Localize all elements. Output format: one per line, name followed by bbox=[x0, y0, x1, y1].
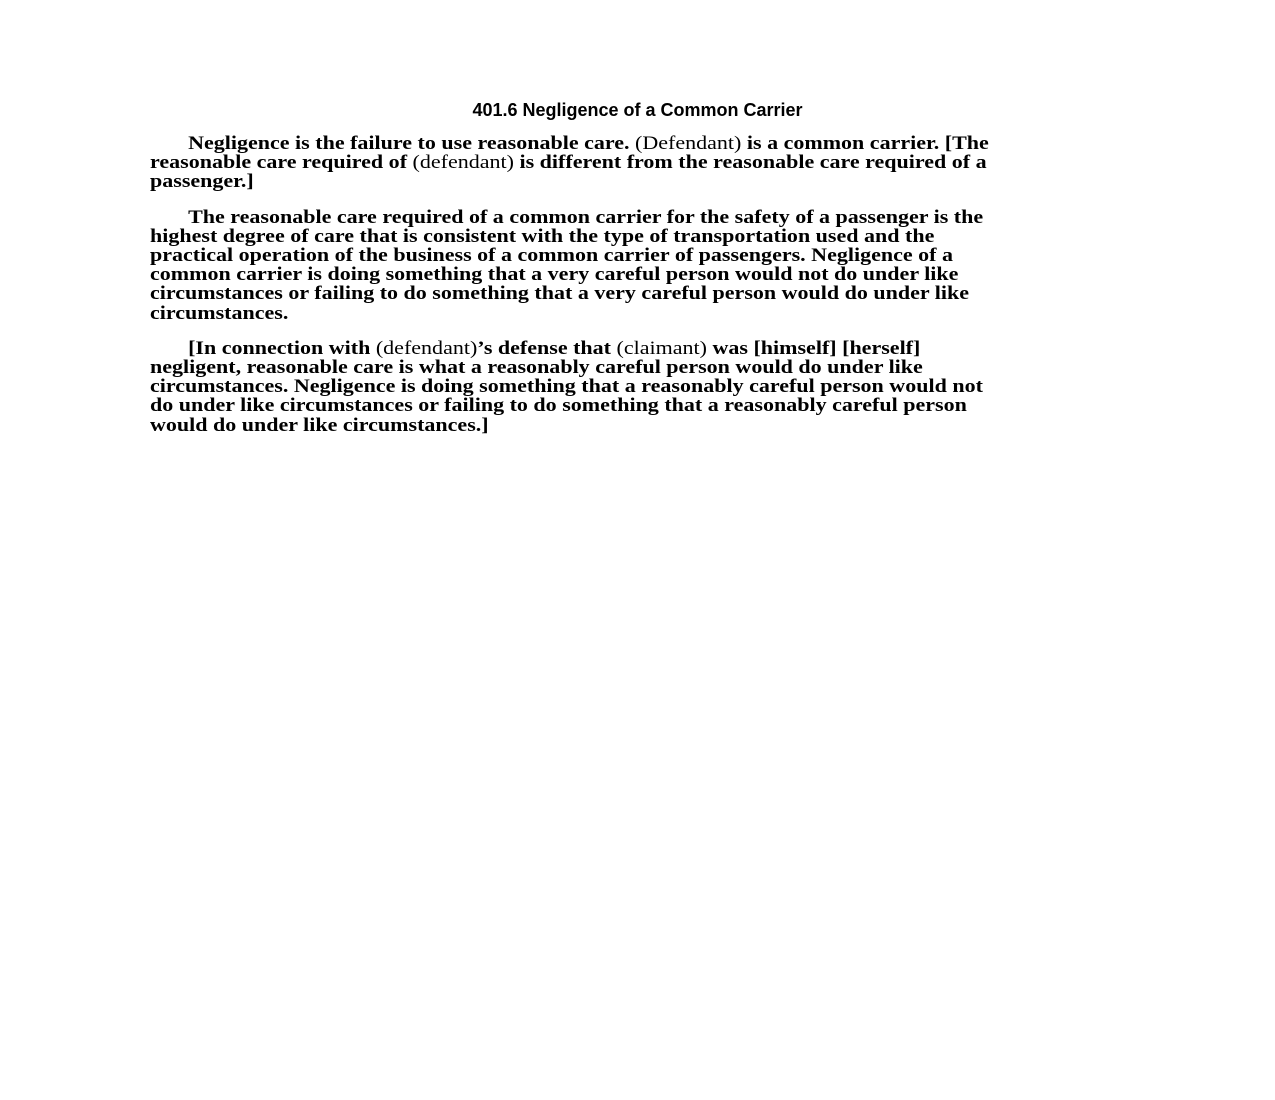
document-body bbox=[150, 135, 1102, 452]
text-line bbox=[150, 359, 1102, 378]
bold-text: do under like circumstances or failing to do something that a reasonably careful person bbox=[150, 396, 967, 417]
text-line bbox=[150, 228, 1102, 247]
bold-text: was [himself] [herself] bbox=[706, 338, 921, 359]
paragraph-2 bbox=[150, 209, 1102, 324]
text-line bbox=[150, 378, 1102, 397]
text-line bbox=[150, 135, 1102, 154]
bold-text: circumstances or failing to do something that a very careful person would do under like bbox=[150, 284, 970, 305]
text-line bbox=[150, 173, 1102, 192]
text-line bbox=[150, 266, 1102, 285]
placeholder-text: (defendant) bbox=[375, 338, 478, 359]
bold-text: passenger.] bbox=[150, 172, 254, 193]
placeholder-text: (claimant) bbox=[616, 338, 707, 359]
text-line bbox=[150, 305, 1102, 324]
placeholder-text: (Defendant) bbox=[635, 134, 742, 154]
text-line bbox=[150, 417, 1102, 436]
paragraph-3 bbox=[150, 340, 1102, 436]
bold-text: ’s defense that bbox=[477, 338, 617, 359]
bold-text: highest degree of care that is consistent with the type of transportation used and the bbox=[150, 226, 935, 247]
bold-text: negligent, reasonable care is what a reasonably careful person would do under like bbox=[150, 358, 923, 379]
placeholder-text: (defendant) bbox=[412, 153, 514, 174]
text-line bbox=[150, 340, 1102, 359]
bold-text: would do under like circumstances.] bbox=[150, 415, 489, 436]
bold-text: The reasonable care required of a common carrier for the safety of a passenger is the bbox=[188, 207, 984, 228]
bold-text: Negligence is the failure to use reasonable care. bbox=[188, 134, 636, 154]
paragraph-1 bbox=[150, 135, 1102, 193]
bold-text: circumstances. bbox=[150, 303, 289, 324]
bold-text: reasonable care required of bbox=[150, 153, 413, 174]
text-line bbox=[150, 397, 1102, 416]
text-line bbox=[150, 247, 1102, 266]
bold-text: circumstances. Negligence is doing something that a reasonably careful person would not bbox=[150, 377, 983, 398]
bold-text: common carrier is doing something that a very careful person would not do under like bbox=[150, 265, 959, 286]
text-line bbox=[150, 154, 1102, 173]
text-line bbox=[150, 285, 1102, 304]
document-title: 401.6 Negligence of a Common Carrier bbox=[472, 100, 803, 120]
bold-text: practical operation of the business of a common carrier of passengers. Negligence of a bbox=[150, 246, 954, 267]
bold-text: is a common carrier. [The bbox=[741, 134, 989, 154]
text-line bbox=[150, 209, 1102, 228]
bold-text: [In connection with bbox=[188, 338, 376, 359]
bold-text: is different from the reasonable care required of a bbox=[513, 153, 987, 174]
